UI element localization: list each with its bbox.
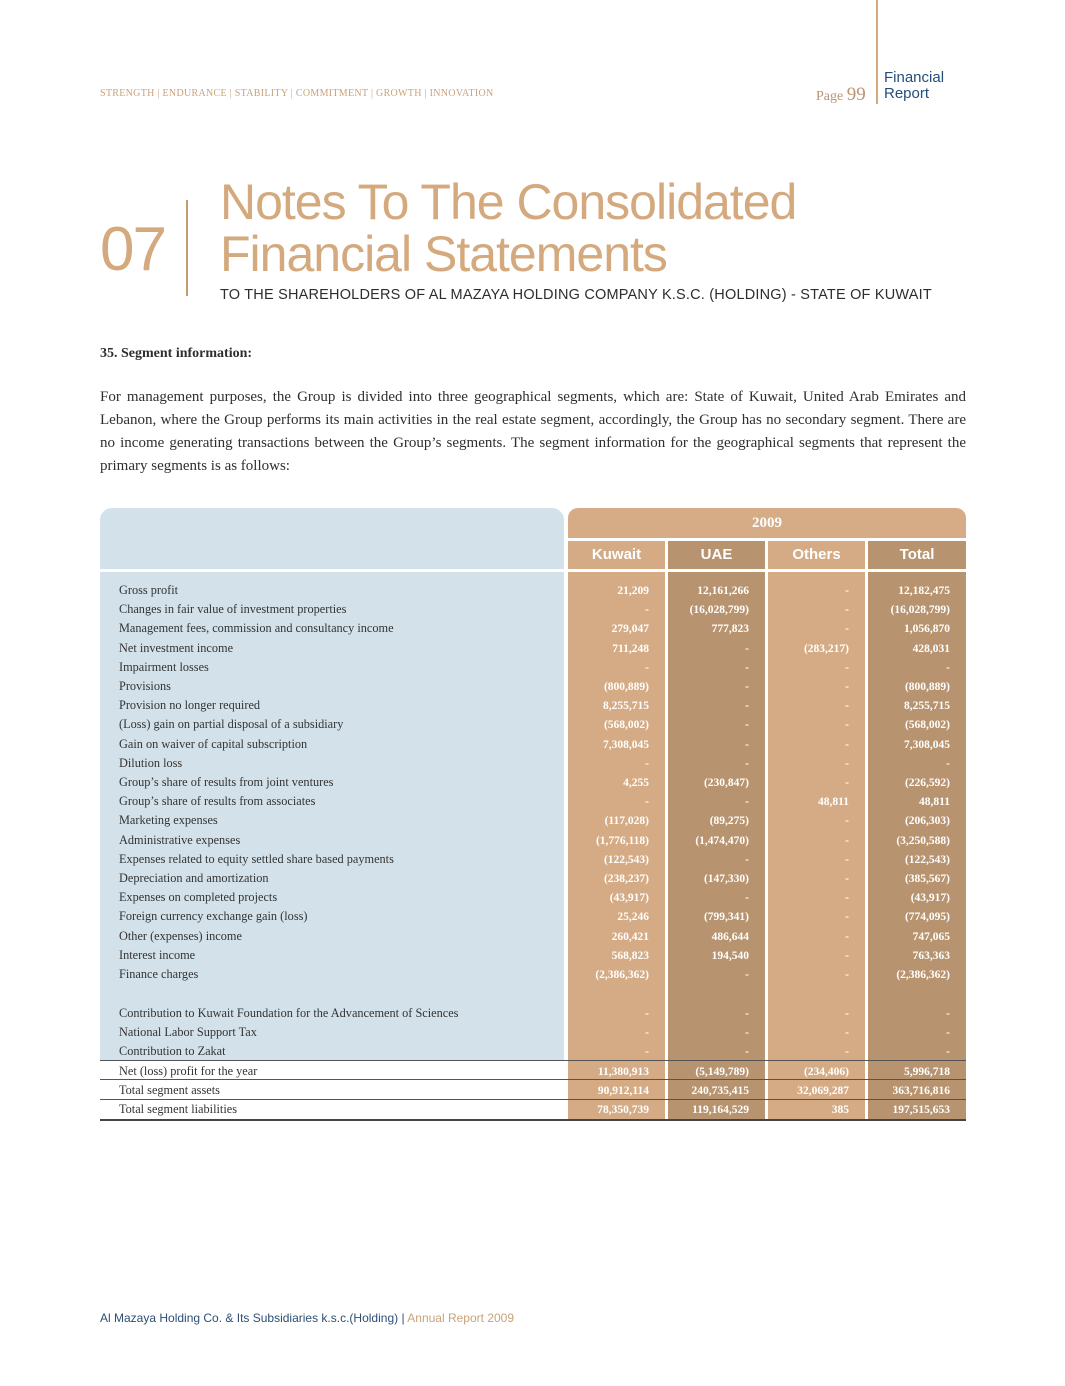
row-label: Gross profit — [119, 583, 179, 597]
page-number: 99 — [846, 84, 866, 105]
cell-total: - — [946, 1027, 950, 1040]
cell-others: - — [845, 719, 849, 732]
cell-uae: - — [745, 757, 749, 770]
cell-uae: - — [745, 892, 749, 905]
table-rule — [100, 1060, 966, 1061]
cell-total: (800,889) — [904, 681, 950, 693]
cell-kuwait: 25,246 — [617, 911, 649, 924]
cell-kuwait: - — [645, 1008, 649, 1020]
cell-kuwait: (43,917) — [609, 892, 649, 905]
cell-others: - — [845, 623, 849, 636]
cell-uae: - — [745, 796, 749, 809]
cell-kuwait: 4,255 — [623, 777, 649, 789]
cell-kuwait: 568,823 — [611, 949, 649, 962]
chapter-number: 07 — [100, 215, 165, 284]
cell-kuwait: 78,350,739 — [597, 1104, 649, 1116]
cell-total: (122,543) — [904, 853, 950, 866]
cell-others: - — [845, 777, 849, 789]
cell-uae: (147,330) — [703, 873, 749, 885]
cell-uae: 194,540 — [711, 949, 749, 962]
row-label: Interest income — [119, 947, 196, 962]
note-intro: For management purposes, the Group is divided into three geographical segments, which are: State of Kuwait, United Arab Emirates and Lebanon, where the Group performs its main activities in the real estate segment, accordingly, the Group has no secondary segment. There are no income generating transactions between the Group’s segments. The segment information for the geographical segments that represent the primary segments is as follows: — [100, 389, 966, 474]
row-label: Dilution loss — [119, 755, 183, 770]
cell-uae: 12,161,266 — [697, 585, 749, 597]
cell-total: 763,363 — [912, 949, 950, 962]
cell-total: (3,250,588) — [896, 834, 950, 847]
chapter-subtitle: TO THE SHAREHOLDERS OF AL MAZAYA HOLDING COMPANY K.S.C. (HOLDING) - STATE OF KUWAIT — [220, 287, 932, 303]
cell-others: - — [845, 815, 849, 828]
cell-uae: - — [745, 1008, 749, 1020]
row-label: Group’s share of results from associates — [119, 794, 316, 809]
cell-kuwait: (568,002) — [603, 719, 649, 732]
cell-others: - — [845, 1008, 849, 1020]
row-label: Management fees, commission and consultancy income — [119, 621, 394, 636]
cell-uae: 777,823 — [711, 623, 749, 636]
cell-uae: (5,149,789) — [695, 1066, 749, 1078]
row-label: Finance charges — [119, 967, 199, 981]
cell-kuwait: - — [645, 1027, 649, 1040]
row-label: Net investment income — [119, 640, 234, 655]
row-label: Group’s share of results from joint ventures — [119, 775, 334, 789]
chapter-title-line2: Financial Statements — [220, 226, 667, 282]
row-label: Provisions — [119, 679, 171, 693]
cell-total: (385,567) — [904, 873, 950, 885]
cell-others: - — [845, 853, 849, 866]
cell-uae: (799,341) — [703, 911, 749, 924]
cell-uae: (230,847) — [703, 777, 749, 789]
cell-others: - — [845, 834, 849, 847]
row-label: Other (expenses) income — [119, 928, 242, 943]
cell-uae: 119,164,529 — [692, 1104, 749, 1116]
table-rule — [100, 1119, 966, 1121]
row-label: Net (loss) profit for the year — [119, 1064, 258, 1078]
chapter-title-line1: Notes To The Consolidated — [220, 174, 797, 230]
row-label: Depreciation and amortization — [119, 871, 269, 885]
cell-total: (2,386,362) — [896, 969, 950, 981]
header-divider — [876, 0, 878, 104]
cell-kuwait: 21,209 — [617, 585, 649, 597]
cell-kuwait: 8,255,715 — [603, 700, 649, 713]
cell-others: - — [845, 969, 849, 981]
header-tagline: STRENGTH | ENDURANCE | STABILITY | COMMITMENT | GROWTH | INNOVATION — [100, 88, 494, 99]
cell-kuwait: (1,776,118) — [595, 834, 649, 847]
cell-others: - — [845, 911, 849, 924]
cell-total: 1,056,870 — [904, 623, 950, 636]
cell-kuwait: 711,248 — [612, 642, 649, 655]
cell-uae: - — [745, 853, 749, 866]
cell-total: - — [946, 757, 950, 770]
cell-uae: 486,644 — [711, 930, 749, 943]
cell-others: - — [845, 604, 849, 617]
row-label: Total segment liabilities — [119, 1102, 237, 1116]
cell-others: 48,811 — [818, 796, 849, 809]
row-label: Marketing expenses — [119, 813, 218, 828]
row-label: Contribution to Zakat — [119, 1044, 226, 1059]
footer-company: Al Mazaya Holding Co. & Its Subsidiaries k.s.c.(Holding) — [100, 1311, 399, 1325]
page-prefix: Page — [816, 89, 844, 104]
cell-total: - — [946, 1046, 950, 1059]
cell-kuwait: (238,237) — [603, 873, 649, 885]
row-label: Expenses related to equity settled share based payments — [119, 851, 394, 866]
cell-uae: 240,735,415 — [691, 1085, 749, 1097]
cell-total: (16,028,799) — [890, 604, 950, 617]
cell-total: 428,031 — [912, 642, 950, 655]
cell-total: 363,716,816 — [892, 1085, 950, 1097]
cell-others: - — [845, 700, 849, 713]
cell-kuwait: (800,889) — [603, 681, 649, 693]
cell-others: 32,069,287 — [797, 1085, 849, 1097]
header-separator — [100, 569, 966, 572]
cell-kuwait: 7,308,045 — [603, 738, 649, 751]
cell-kuwait: 90,912,114 — [597, 1085, 649, 1097]
cell-kuwait: 11,380,913 — [597, 1066, 649, 1078]
cell-total: 8,255,715 — [904, 700, 950, 713]
column-header-kuwait: Kuwait — [591, 546, 642, 563]
cell-others: - — [845, 1027, 849, 1040]
footer-report: Annual Report 2009 — [407, 1311, 515, 1325]
cell-total: 197,515,653 — [892, 1104, 950, 1116]
column-header-uae: UAE — [700, 546, 733, 563]
section-title-line2: Report — [884, 85, 930, 102]
cell-others: - — [845, 873, 849, 885]
row-label: Impairment losses — [119, 659, 209, 674]
row-label: Gain on waiver of capital subscription — [119, 736, 308, 751]
cell-kuwait: - — [645, 796, 649, 809]
row-label: Changes in fair value of investment properties — [119, 602, 347, 617]
cell-kuwait: 279,047 — [611, 623, 649, 636]
cell-others: - — [845, 661, 849, 674]
page-number-label — [816, 84, 866, 106]
row-label: Foreign currency exchange gain (loss) — [119, 909, 308, 924]
cell-others: - — [845, 892, 849, 905]
cell-kuwait: - — [645, 1046, 649, 1059]
cell-others: - — [845, 949, 849, 962]
column-header-total: Total — [899, 546, 935, 563]
page-footer — [100, 1311, 514, 1325]
cell-uae: - — [745, 969, 749, 981]
cell-total: 12,182,475 — [898, 585, 950, 597]
cell-kuwait: - — [645, 757, 649, 770]
cell-others: 385 — [831, 1104, 849, 1116]
cell-others: (234,406) — [803, 1066, 849, 1078]
cell-total: 48,811 — [919, 796, 950, 809]
cell-uae: - — [745, 661, 749, 674]
cell-others: (283,217) — [803, 642, 849, 655]
cell-others: - — [845, 738, 849, 751]
table-year-header: 2009 — [568, 508, 966, 538]
cell-uae: (1,474,470) — [695, 834, 749, 847]
row-label: National Labor Support Tax — [119, 1025, 257, 1040]
cell-uae: - — [745, 1046, 749, 1059]
cell-uae: - — [745, 719, 749, 732]
cell-total: 7,308,045 — [904, 738, 950, 751]
row-label: Expenses on completed projects — [119, 890, 278, 905]
cell-uae: - — [745, 738, 749, 751]
cell-total: 5,996,718 — [904, 1066, 950, 1078]
cell-uae: - — [745, 1027, 749, 1040]
section-title-line1: Financial — [884, 69, 945, 86]
cell-uae: (89,275) — [709, 815, 749, 828]
cell-kuwait: - — [645, 661, 649, 674]
cell-others: - — [845, 585, 849, 597]
cell-total: (43,917) — [910, 892, 950, 905]
cell-others: - — [845, 1046, 849, 1059]
cell-total: (568,002) — [904, 719, 950, 732]
row-label: (Loss) gain on partial disposal of a subsidiary — [119, 717, 344, 732]
cell-others: - — [845, 930, 849, 943]
cell-others: - — [845, 757, 849, 770]
cell-total: - — [946, 1008, 950, 1020]
cell-others: - — [845, 681, 849, 693]
cell-kuwait: (122,543) — [603, 853, 649, 866]
cell-total: - — [946, 661, 950, 674]
section-title — [884, 70, 944, 102]
cell-kuwait: (117,028) — [604, 815, 649, 828]
column-header-others: Others — [792, 546, 841, 563]
cell-total: 747,065 — [912, 930, 950, 943]
note-heading: 35. Segment information: — [100, 346, 253, 361]
cell-kuwait: - — [645, 604, 649, 617]
row-label: Provision no longer required — [119, 698, 261, 713]
cell-total: (206,303) — [904, 815, 950, 828]
chapter-divider — [186, 200, 188, 296]
row-label: Administrative expenses — [119, 832, 241, 847]
cell-kuwait: 260,421 — [611, 930, 649, 943]
footer-separator: | — [401, 1311, 405, 1325]
cell-total: (774,095) — [904, 911, 950, 924]
cell-kuwait: (2,386,362) — [595, 969, 649, 981]
row-label: Total segment assets — [119, 1083, 220, 1097]
cell-uae: - — [745, 642, 749, 655]
cell-uae: (16,028,799) — [689, 604, 749, 617]
cell-uae: - — [745, 681, 749, 693]
table-rule — [100, 1079, 966, 1080]
row-label: Contribution to Kuwait Foundation for the Advancement of Sciences — [119, 1006, 459, 1020]
cell-total: (226,592) — [904, 777, 950, 789]
table-rule — [100, 1099, 966, 1100]
cell-uae: - — [745, 700, 749, 713]
